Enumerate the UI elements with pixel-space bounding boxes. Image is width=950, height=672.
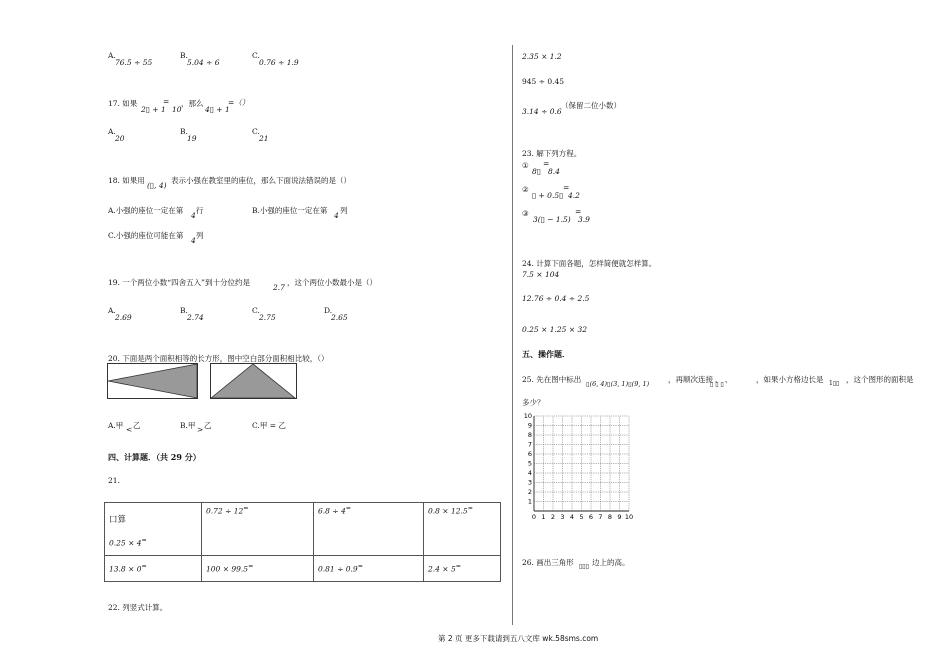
q25-unit: 1▯▯ — [829, 380, 840, 387]
q18-stem-a: 18. 如果用 — [108, 176, 145, 185]
q19-option-d-label: D. — [324, 306, 333, 315]
q25-stem-e: ，这个图形的面积是 — [846, 375, 914, 384]
vertical-calc-1: 2.35 × 1.2 — [522, 52, 562, 61]
vertical-calc-3: 3.14 ÷ 0.6 — [522, 107, 562, 116]
grid-x-tick: 3 — [560, 513, 565, 521]
q20-option-b-end: 乙 — [204, 421, 212, 430]
eq3-num: ③ — [522, 209, 529, 218]
eq2-eq: = — [563, 183, 570, 192]
q17-option-b-label: B. — [180, 127, 188, 136]
q26-stem-a: 26. 画出三角形 — [522, 558, 574, 567]
q24-calc-1: 7.5 × 104 — [522, 270, 560, 279]
q20-option-a: A.甲 — [108, 421, 124, 430]
q17-option-c-label: C. — [252, 127, 260, 136]
page-footer: 第 2 页 更多下载请到五八文库 wk.58sms.com — [438, 634, 599, 643]
q18-option-c-end: 列 — [196, 231, 204, 240]
q17-eq2: =（） — [228, 98, 250, 107]
q17-eq1: = — [163, 97, 170, 106]
grid-y-tick: 7 — [527, 440, 532, 449]
section-5-heading: 五、操作题． — [522, 349, 570, 359]
vertical-calc-3-note: （保留二位小数） — [561, 101, 621, 110]
q26-symbol: ▯▯▯ — [579, 563, 589, 570]
grid-y-tick: 2 — [527, 488, 532, 497]
grid-x-tick: 9 — [617, 513, 622, 521]
q16-option-b: 5.04 ÷ 6 — [187, 58, 220, 67]
q21-label: 21. — [108, 476, 120, 485]
q22-stem: 22. 列竖式计算。 — [108, 603, 168, 612]
q17-option-c: 21 — [259, 134, 269, 143]
q25-marks: ▯ ▯ ▯ — [710, 381, 724, 388]
grid-y-tick: 8 — [527, 431, 532, 440]
eq2-rhs: 4.2 — [568, 191, 580, 200]
grid-x-tick: 7 — [598, 513, 603, 521]
q17-val1: 10 — [172, 105, 182, 114]
q25-stem-c: 、 、 — [715, 375, 733, 384]
q17-option-a-label: A. — [108, 127, 116, 136]
q19-option-a: 2.69 — [115, 313, 132, 322]
grid-x-tick: 10 — [624, 513, 634, 521]
q18-option-b-num: 4 — [334, 211, 339, 220]
grid-y-tick: 3 — [527, 478, 532, 487]
eq3-eq: = — [575, 207, 582, 216]
grid-y-tick: 5 — [527, 459, 532, 468]
eq1-lhs: 8▯ — [532, 167, 541, 176]
grid-x-tick: 6 — [588, 513, 594, 521]
q20-option-a-sym: < — [126, 425, 133, 434]
grid-svg — [522, 408, 642, 523]
q20-option-b: B.甲 — [180, 421, 196, 430]
q20-option-a-end: 乙 — [133, 421, 141, 430]
eq2-num: ② — [522, 185, 529, 194]
q19-option-b: 2.74 — [187, 313, 204, 322]
q16-option-c-label: C. — [252, 51, 260, 60]
eq1-eq: = — [543, 159, 550, 168]
q20-option-c: C.甲 = 乙 — [252, 421, 286, 430]
q24-calc-3: 0.25 × 1.25 × 32 — [522, 325, 588, 334]
q18-option-a: A.小强的座位一定在第 — [108, 206, 184, 215]
q24-calc-2: 12.76 ÷ 0.4 ÷ 2.5 — [522, 294, 590, 303]
grid-x-tick: 2 — [550, 513, 556, 521]
q20-option-b-sym: > — [197, 425, 204, 434]
column-divider — [512, 45, 513, 625]
calc-cell-3: 6.8 ÷ 4= — [314, 503, 424, 556]
q19-val: 2.7 — [273, 283, 285, 292]
q25-stem-a: 25. 先在图中标出 — [522, 375, 582, 384]
calc-cell-5: 13.8 × 0= — [105, 555, 202, 581]
eq1-num: ① — [522, 161, 529, 170]
calc-cell-4: 0.8 × 12.5= — [424, 503, 501, 556]
grid-x-tick: 1 — [541, 513, 546, 521]
q18-option-c-num: 4 — [191, 236, 196, 245]
q16-option-a-label: A. — [108, 51, 116, 60]
eq2-lhs: ▯ + 0.5▯ — [532, 191, 564, 200]
q23-stem: 23. 解下列方程。 — [522, 149, 582, 158]
q25-points: ▯(6, 4)▯(3, 1)▯(9, 1) — [586, 380, 650, 388]
rectangle-yi — [210, 363, 298, 400]
q17-expr1: 2▯ + 1 — [141, 105, 166, 114]
calc-cell-2: 0.72 ÷ 12= — [202, 503, 314, 556]
grid-y-tick: 9 — [527, 421, 532, 430]
q16-option-c: 0.76 ÷ 1.9 — [259, 58, 299, 67]
q17-stem-b: ，那么 — [181, 99, 204, 108]
q16-option-b-label: B. — [180, 51, 188, 60]
q19-stem-b: ，这个两位小数最小是（） — [287, 278, 377, 287]
q19-option-c-label: C. — [252, 306, 260, 315]
q25-stem-b: ，再顺次连接 — [668, 375, 713, 384]
q17-option-b: 19 — [187, 134, 197, 143]
vertical-calc-2: 945 ÷ 0.45 — [522, 77, 565, 86]
q18-option-b: B.小强的座位一定在第 — [252, 206, 328, 215]
grid-x-tick: 8 — [607, 513, 613, 521]
eq3-rhs: 3.9 — [578, 215, 590, 224]
grid-x-tick: 0 — [531, 513, 537, 521]
q25-stem-d: ，如果小方格边长是 — [756, 375, 824, 384]
q18-stem-b: 表示小强在教室里的座位，那么下面说法错误的是（） — [171, 176, 351, 185]
q19-option-a-label: A. — [108, 306, 116, 315]
q18-coord: (▯, 4) — [147, 181, 167, 190]
q17-stem-a: 17. 如果 — [108, 99, 138, 108]
q18-option-a-num: 4 — [191, 211, 196, 220]
q18-option-b-end: 列 — [340, 206, 348, 215]
grid-y-tick: 10 — [523, 412, 532, 421]
calc-cell-8: 2.4 × 5= — [424, 555, 501, 581]
q18-option-c: C.小强的座位可能在第 — [108, 231, 184, 240]
q19-option-b-label: B. — [180, 306, 188, 315]
mental-calc-table — [104, 502, 501, 582]
coordinate-grid[interactable] — [522, 408, 642, 525]
grid-y-tick: 1 — [527, 497, 532, 506]
rectangle-jia — [107, 363, 199, 400]
q19-option-c: 2.75 — [259, 313, 276, 322]
q24-stem: 24. 计算下面各题，怎样简便就怎样算。 — [522, 259, 657, 268]
eq3-lhs: 3(▯ − 1.5) — [533, 215, 571, 224]
grid-y-tick: 4 — [527, 469, 532, 478]
calc-cell-7: 0.81 ÷ 0.9= — [314, 555, 424, 581]
q25-stem-f: 多少？ — [522, 398, 545, 407]
q20-stem: 20. 下面是两个面积相等的长方形，图中空白部分面积相比较，（） — [108, 354, 329, 363]
q19-stem-a: 19. 一个两位小数“四舍五入”到十分位约是 — [108, 278, 250, 287]
q16-option-a: 76.5 ÷ 55 — [115, 58, 153, 67]
q17-expr2: 4▯ + 1 — [205, 105, 230, 114]
grid-x-tick: 4 — [569, 513, 575, 521]
grid-x-tick: 5 — [579, 513, 584, 521]
calc-cell-6: 100 × 99.5= — [202, 555, 314, 581]
eq1-rhs: 8.4 — [548, 167, 560, 176]
grid-y-tick: 6 — [527, 450, 532, 459]
q26-stem-b: 边上的高。 — [592, 558, 630, 567]
q19-option-d: 2.65 — [331, 313, 348, 322]
q18-option-a-end: 行 — [196, 206, 204, 215]
section-4-heading: 四、计算题．（共 29 分） — [108, 452, 201, 462]
calc-cell-1: 口算 0.25 × 4= — [105, 503, 202, 556]
q17-option-a: 20 — [115, 134, 125, 143]
